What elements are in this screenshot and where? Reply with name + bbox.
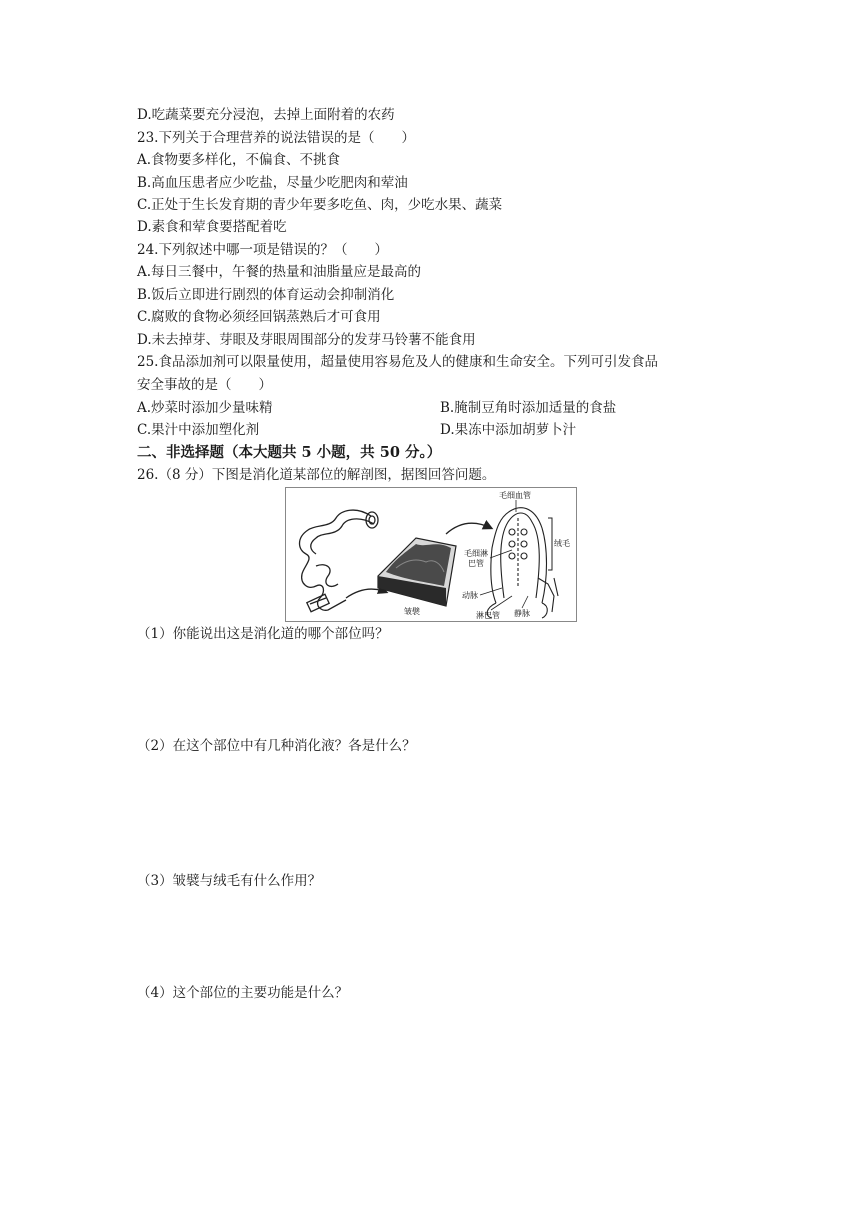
- small-intestine-diagram: [285, 487, 577, 622]
- q25-option-a: A.炒菜时添加少量味精: [137, 400, 273, 416]
- label-vein: 静脉: [514, 609, 530, 618]
- q25-stem-line2: 安全事故的是（ ）: [137, 377, 272, 393]
- q26-sub-question-1: （1）你能说出这是消化道的哪个部位吗？: [137, 626, 389, 642]
- q25-option-b: B.腌制豆角时添加适量的食盐: [440, 400, 617, 416]
- label-fold: 皱襞: [404, 607, 420, 616]
- q24-stem: 24.下列叙述中哪一项是错误的？（ ）: [137, 242, 388, 258]
- intestine-coil-drawing: [300, 510, 379, 612]
- label-capillary: 毛细血管: [499, 491, 531, 500]
- q23-option-d: D.素食和荤食要搭配着吃: [137, 219, 287, 235]
- q24-option-a: A.每日三餐中，午餐的热量和油脂量应是最高的: [137, 264, 422, 280]
- arrow-1: [346, 589, 386, 598]
- section-heading: 二、非选择题（本大题共 5 小题，共 50 分。）: [137, 444, 442, 461]
- q24-option-b: B.饭后立即进行剧烈的体育运动会抑制消化: [137, 287, 395, 303]
- label-lymph-capillary-1: 毛细淋: [464, 549, 488, 558]
- q22-option-d: D.吃蔬菜要充分浸泡，去掉上面附着的农药: [137, 107, 395, 123]
- q25-stem-line1: 25.食品添加剂可以限量使用，超量使用容易危及人的健康和生命安全。下列可引发食品: [137, 354, 658, 370]
- q23-option-c: C.正处于生长发育期的青少年要多吃鱼、肉，少吃水果、蔬菜: [137, 197, 503, 213]
- q26-sub-question-2: （2）在这个部位中有几种消化液？各是什么？: [137, 738, 416, 754]
- q24-option-d: D.未去掉芽、芽眼及芽眼周围部分的发芽马铃薯不能食用: [137, 332, 476, 348]
- q25-option-d: D.果冻中添加胡萝卜汁: [440, 422, 577, 438]
- q23-stem: 23.下列关于合理营养的说法错误的是（ ）: [137, 130, 415, 146]
- q26-sub-question-3: （3）皱襞与绒毛有什么作用？: [137, 873, 322, 889]
- q23-option-a: A.食物要多样化，不偏食、不挑食: [137, 152, 341, 168]
- arrow-2: [446, 523, 491, 534]
- villus-drawing: [487, 508, 558, 618]
- q26-sub-question-4: （4）这个部位的主要功能是什么？: [137, 985, 349, 1001]
- q25-option-c: C.果汁中添加塑化剂: [137, 422, 260, 438]
- q23-option-b: B.高血压患者应少吃盐，尽量少吃肥肉和荤油: [137, 175, 408, 191]
- label-artery: 动脉: [462, 591, 478, 600]
- label-lymph-vessel: 淋巴管: [476, 611, 500, 620]
- fold-block-drawing: [378, 538, 456, 606]
- label-lymph-capillary-2: 巴管: [468, 559, 484, 568]
- label-villus: 绒毛: [554, 539, 570, 548]
- q24-option-c: C.腐败的食物必须经回锅蒸熟后才可食用: [137, 309, 381, 325]
- q26-stem: 26.（8 分）下图是消化道某部位的解剖图，据图回答问题。: [137, 467, 496, 483]
